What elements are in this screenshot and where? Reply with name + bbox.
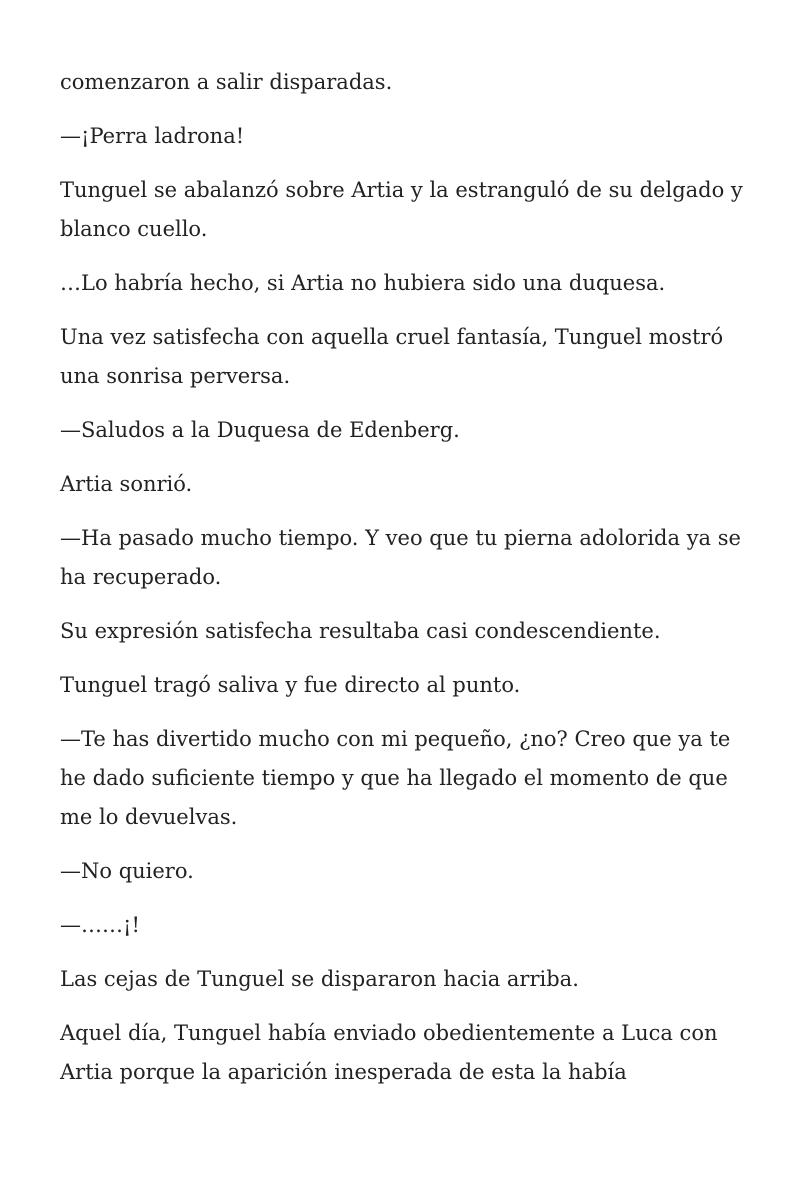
paragraph: —Saludos a la Duquesa de Edenberg.	[60, 418, 460, 442]
paragraph: —No quiero.	[60, 859, 194, 883]
paragraph: Tunguel se abalanzó sobre Artia y la estranguló de su delgado y blanco cuello.	[60, 178, 743, 241]
paragraph: Su expresión satisfecha resultaba casi condescendiente.	[60, 619, 661, 643]
paragraph: —Te has divertido mucho con mi pequeño, ¿no? Creo que ya te he dado suficiente tiempo y que ha llegado el momento de que me lo devuelvas.	[60, 727, 731, 829]
paragraph: —Ha pasado mucho tiempo. Y veo que tu pierna adolorida ya se ha recuperado.	[60, 526, 741, 589]
paragraph: Las cejas de Tunguel se dispararon hacia arriba.	[60, 967, 579, 991]
paragraph: Una vez satisfecha con aquella cruel fantasía, Tunguel mostró una sonrisa perversa.	[60, 325, 724, 388]
paragraph: Tunguel tragó saliva y fue directo al punto.	[60, 673, 521, 697]
reader-page	[60, 63, 750, 1107]
paragraph: …Lo habría hecho, si Artia no hubiera sido una duquesa.	[60, 271, 666, 295]
paragraph: comenzaron a salir disparadas.	[60, 70, 393, 94]
paragraph: —……¡!	[60, 913, 140, 937]
paragraph: —¡Perra ladrona!	[60, 124, 245, 148]
paragraph: Artia sonrió.	[60, 472, 193, 496]
paragraph: Aquel día, Tunguel había enviado obedientemente a Luca con Artia porque la aparición inesperada de esta la había	[60, 1021, 718, 1084]
